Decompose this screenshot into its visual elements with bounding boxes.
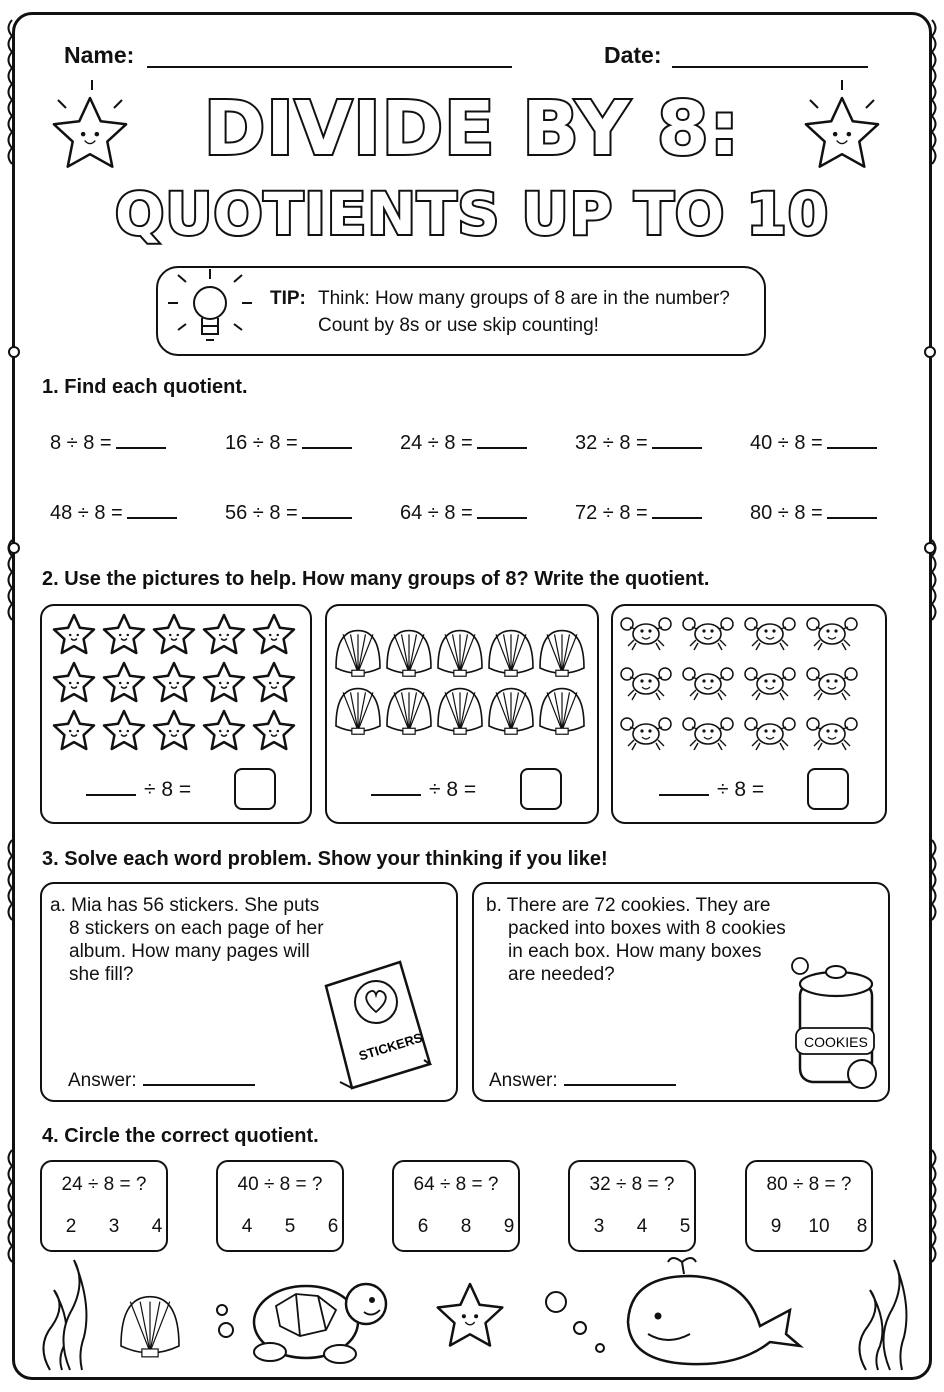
problem-text: 32 ÷ 8 =: [575, 432, 648, 454]
problem-text: 24 ÷ 8 =: [400, 432, 473, 454]
turtle-flipper: [324, 1345, 356, 1363]
word-problem-a-text: a. Mia has 56 stickers. She puts 8 stickers on each page of her album. How many pages will she fill?: [50, 895, 324, 985]
multiple-choice-card: [568, 1160, 696, 1252]
sticker-book-label: STICKERS: [356, 1029, 425, 1064]
seaweed-icon: [883, 1260, 906, 1370]
mc-option[interactable]: 5: [679, 1216, 691, 1237]
answer-blank[interactable]: [652, 503, 702, 519]
problem-text: 80 ÷ 8 =: [750, 502, 823, 524]
panel-2-blank[interactable]: [371, 794, 421, 796]
panel-2-answer-box[interactable]: [520, 768, 562, 810]
mc-option[interactable]: 5: [284, 1216, 296, 1237]
multiple-choice-card: [40, 1160, 168, 1252]
seaweed-icon: [859, 1290, 882, 1370]
title-line-1: DIVIDE BY 8:: [203, 86, 741, 172]
whale-icon: [628, 1276, 800, 1364]
cookie-jar-label-text: COOKIES: [804, 1034, 868, 1050]
mc-option[interactable]: 6: [417, 1216, 429, 1237]
problem-text: 40 ÷ 8 =: [750, 432, 823, 454]
answer-blank[interactable]: [477, 503, 527, 519]
mc-question: 64 ÷ 8 = ?: [413, 1174, 499, 1195]
bubble-icon: [596, 1344, 604, 1352]
problem-text: 64 ÷ 8 =: [400, 502, 473, 524]
section-2-title: 2. Use the pictures to help. How many groups of 8? Write the quotient.: [42, 568, 710, 590]
mc-option[interactable]: 3: [593, 1216, 605, 1237]
section-3-title: 3. Solve each word problem. Show your thinking if you like!: [42, 848, 608, 870]
mc-option[interactable]: 6: [327, 1216, 339, 1237]
bubble-icon: [546, 1292, 566, 1312]
panel-3-answer-box[interactable]: [807, 768, 849, 810]
border-bead: [925, 543, 935, 553]
seaweed-icon: [43, 1290, 66, 1370]
problem-text: 72 ÷ 8 =: [575, 502, 648, 524]
quotient-problem: [575, 432, 702, 455]
problem-text: 48 ÷ 8 =: [50, 502, 123, 524]
quotient-problem: [225, 432, 352, 455]
mc-option[interactable]: 4: [151, 1216, 163, 1237]
mc-option[interactable]: 9: [770, 1216, 782, 1237]
tip-label: TIP:: [270, 288, 306, 309]
word-problem-b-text: b. There are 72 cookies. They are packed into boxes with 8 cookies in each box. How many boxes are needed?: [486, 895, 786, 985]
quotient-problem: [750, 432, 877, 455]
mc-option[interactable]: 9: [503, 1216, 515, 1237]
turtle-eye: [369, 1297, 375, 1303]
mc-option[interactable]: 8: [856, 1216, 868, 1237]
quotient-problem: [400, 432, 527, 455]
mc-option[interactable]: 8: [460, 1216, 472, 1237]
multiple-choice-card: [216, 1160, 344, 1252]
panel-3-blank[interactable]: [659, 794, 709, 796]
mc-question: 80 ÷ 8 = ?: [766, 1174, 852, 1195]
bubble-icon: [574, 1322, 586, 1334]
title-line-2: QUOTIENTS UP TO 10: [114, 180, 830, 248]
panel-1-equation: ÷ 8 =: [86, 778, 191, 802]
panel-1-answer-box[interactable]: [234, 768, 276, 810]
border-squiggle: [9, 840, 13, 920]
name-label: Name:: [64, 42, 135, 68]
quotient-problem: [750, 502, 877, 525]
answer-blank[interactable]: [827, 433, 877, 449]
problem-text: 8 ÷ 8 =: [50, 432, 112, 454]
border-squiggle: [932, 1150, 936, 1262]
answer-blank[interactable]: [302, 503, 352, 519]
panel-2-equation: ÷ 8 =: [371, 778, 476, 802]
whale-eye: [655, 1313, 662, 1320]
multiple-choice-card: [745, 1160, 873, 1252]
mc-question: 40 ÷ 8 = ?: [237, 1174, 323, 1195]
quotient-problem: [50, 502, 177, 525]
date-field[interactable]: [672, 66, 868, 68]
answer-blank[interactable]: [477, 433, 527, 449]
whale-spout: [668, 1258, 696, 1274]
answer-blank[interactable]: [116, 433, 166, 449]
mc-option[interactable]: 10: [808, 1216, 830, 1237]
answer-a-field[interactable]: [143, 1084, 255, 1086]
problem-text: 56 ÷ 8 =: [225, 502, 298, 524]
border-squiggle: [932, 840, 936, 920]
section-1-title: 1. Find each quotient.: [42, 376, 248, 398]
answer-a: Answer:: [68, 1070, 255, 1092]
tip-text-line-2: Count by 8s or use skip counting!: [318, 315, 599, 336]
name-field[interactable]: [147, 66, 512, 68]
section-4-title: 4. Circle the correct quotient.: [42, 1125, 319, 1147]
border-bead: [9, 347, 19, 357]
answer-b-field[interactable]: [564, 1084, 676, 1086]
panel-1-blank[interactable]: [86, 794, 136, 796]
bubble-icon: [219, 1323, 233, 1337]
border-bead: [9, 543, 19, 553]
tip-text-line-1: Think: How many groups of 8 are in the number?: [318, 288, 730, 309]
mc-question: 32 ÷ 8 = ?: [589, 1174, 675, 1195]
turtle-flipper: [254, 1343, 286, 1361]
quotient-problem: [50, 432, 166, 455]
answer-blank[interactable]: [652, 433, 702, 449]
date-label: Date:: [604, 42, 662, 68]
quotient-problem: [575, 502, 702, 525]
border-bead: [925, 347, 935, 357]
problem-text: 16 ÷ 8 =: [225, 432, 298, 454]
answer-b: Answer:: [489, 1070, 676, 1092]
mc-option[interactable]: 2: [65, 1216, 77, 1237]
bubble-icon: [217, 1305, 227, 1315]
panel-3-equation: ÷ 8 =: [659, 778, 764, 802]
seaweed-icon: [63, 1260, 86, 1370]
quotient-problem: [225, 502, 352, 525]
mc-option[interactable]: 3: [108, 1216, 120, 1237]
answer-blank[interactable]: [302, 433, 352, 449]
quotient-problem: [400, 502, 527, 525]
border-squiggle: [9, 1150, 13, 1262]
multiple-choice-card: [392, 1160, 520, 1252]
answer-blank[interactable]: [827, 503, 877, 519]
mc-question: 24 ÷ 8 = ?: [61, 1174, 147, 1195]
turtle-head-icon: [346, 1284, 386, 1324]
shell-icon: [121, 1297, 179, 1357]
mc-option[interactable]: 4: [241, 1216, 253, 1237]
starfish-icon: [438, 1284, 503, 1346]
mc-option[interactable]: 4: [636, 1216, 648, 1237]
answer-blank[interactable]: [127, 503, 177, 519]
tip-box: [156, 266, 766, 356]
